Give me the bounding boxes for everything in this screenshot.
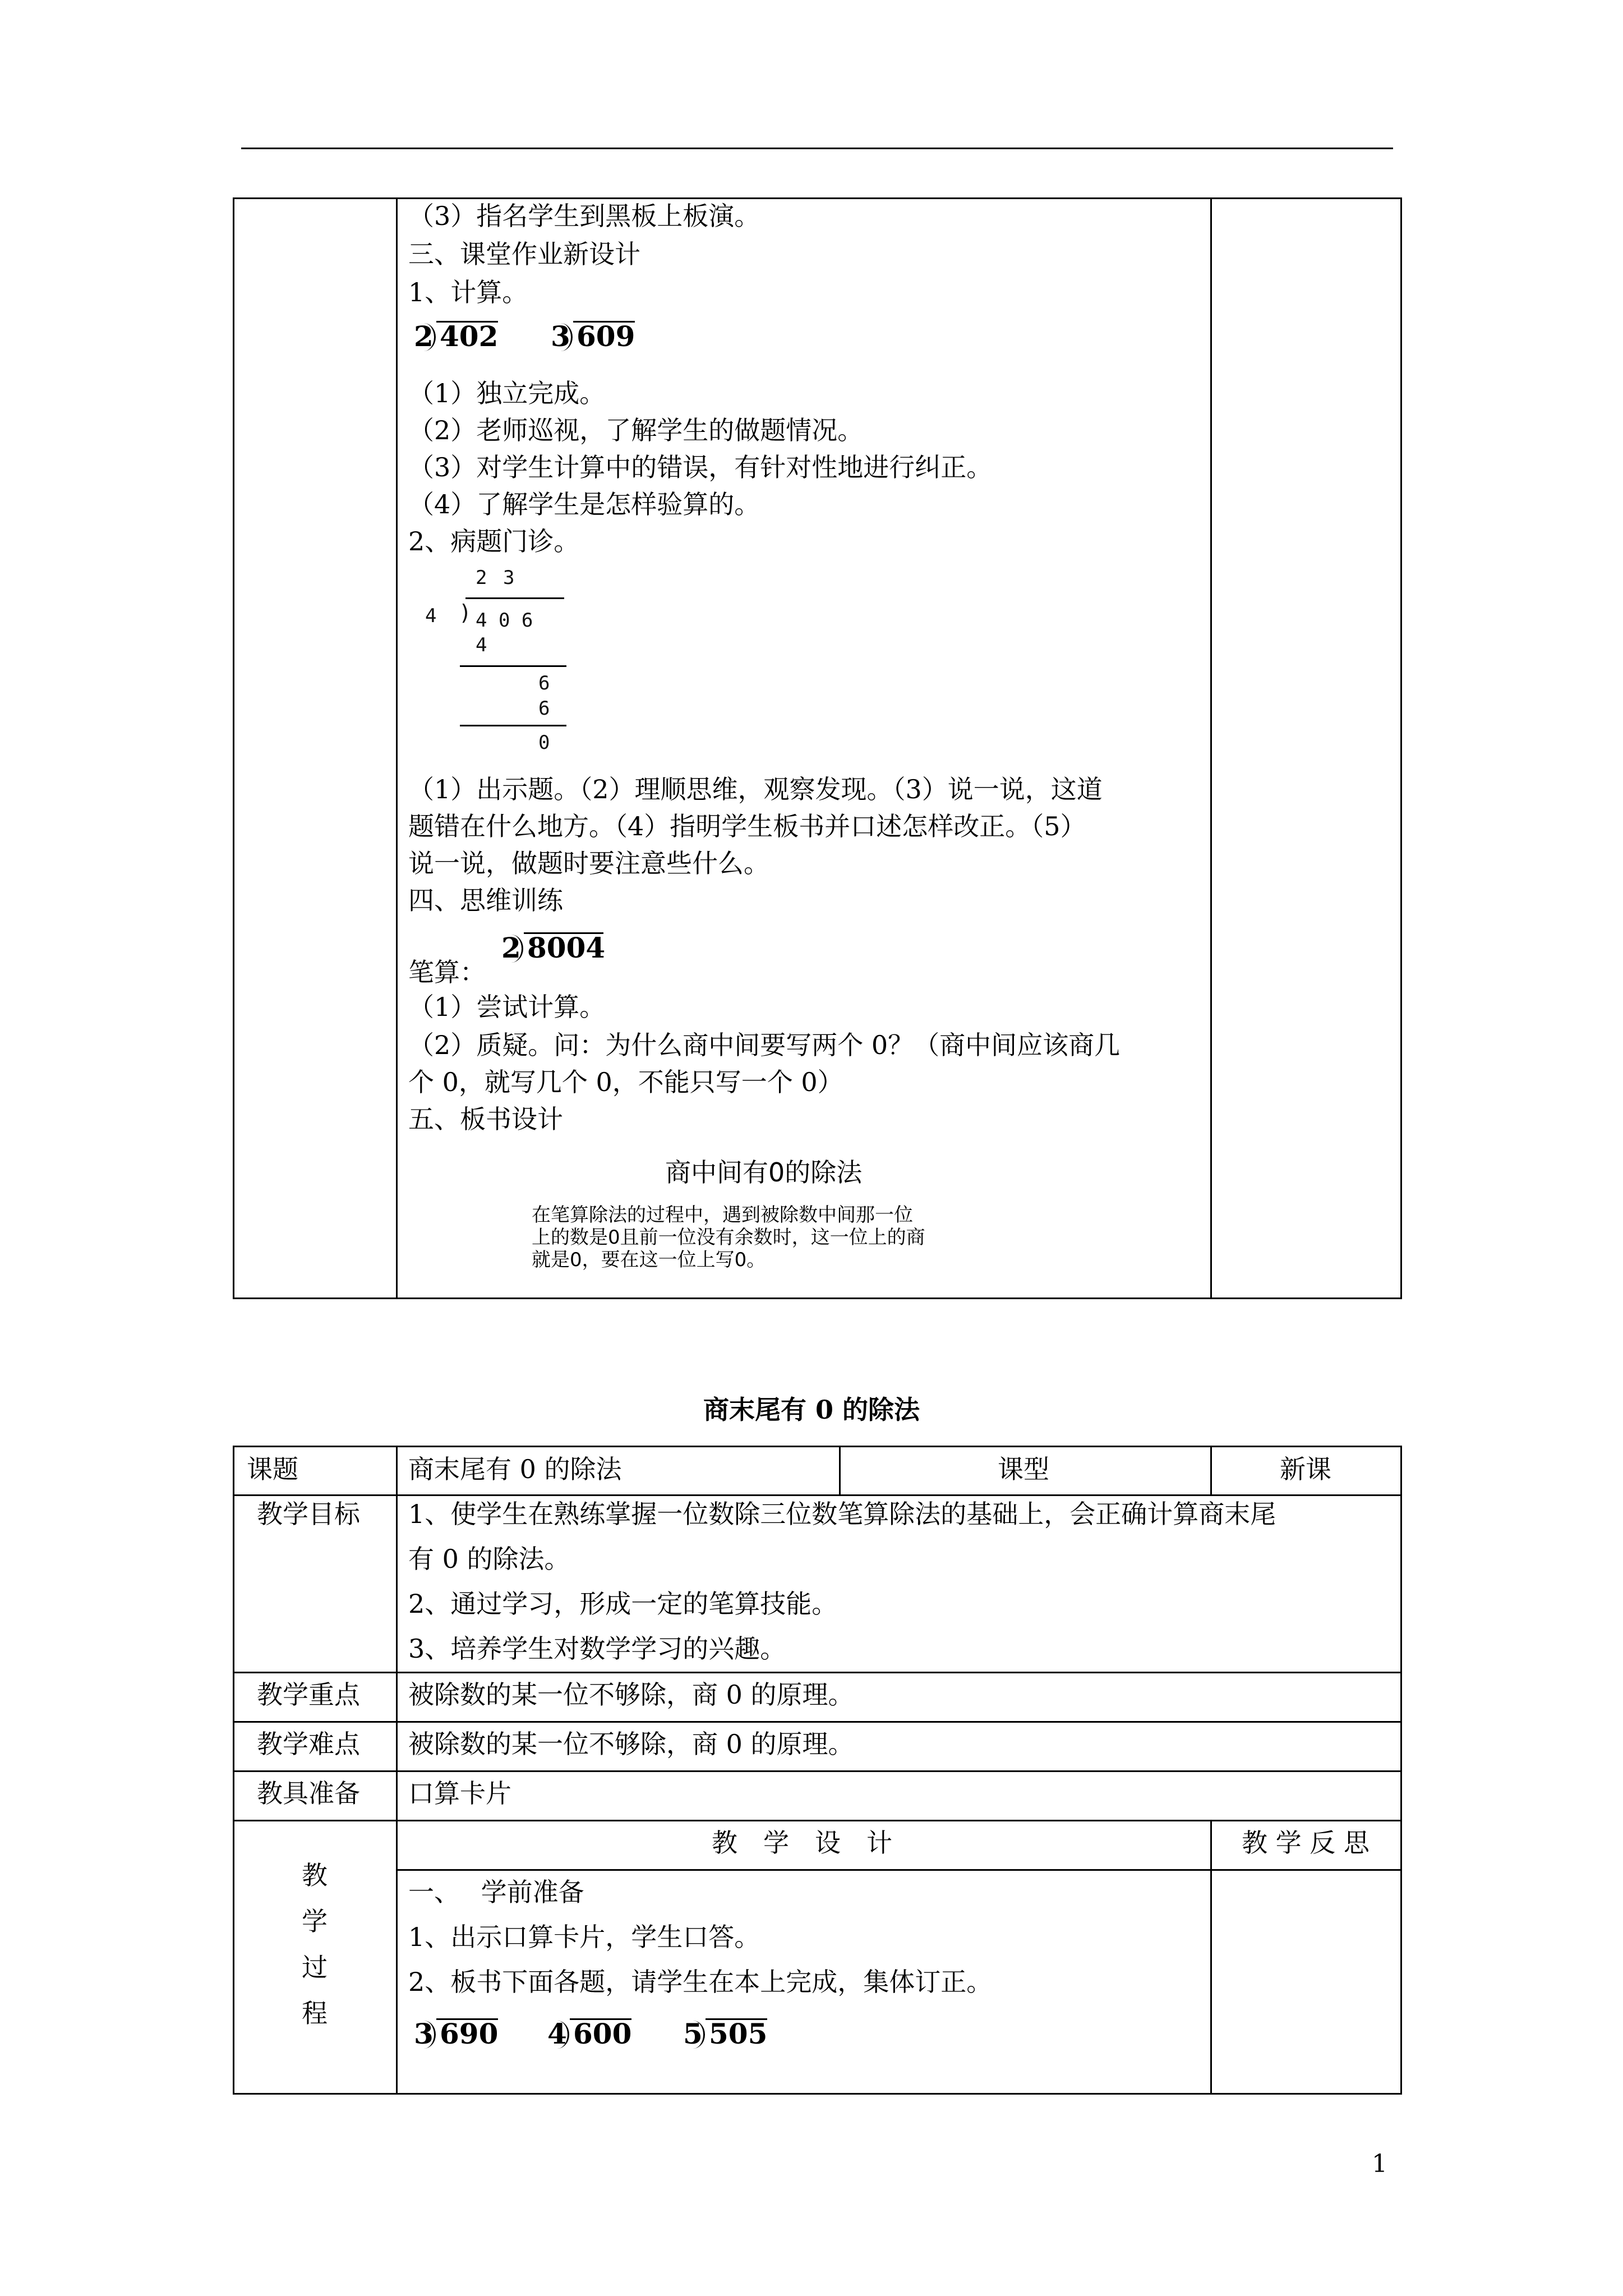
label-process-char: 程: [302, 1998, 328, 2028]
dividend: 4 0 6: [476, 609, 533, 632]
row-divider: [234, 1820, 1400, 1821]
text-line: 说一说，做题时要注意些什么。: [408, 848, 769, 878]
page-number: 1: [1372, 2150, 1387, 2178]
divisor: 3: [414, 2017, 434, 2050]
row-divider: [396, 1869, 1400, 1871]
text-line: 题错在什么地方。（4）指明学生板书并口述怎样改正。（5）: [408, 811, 1086, 841]
section-heading: 五、板书设计: [408, 1104, 563, 1134]
divisor: 4: [547, 2017, 567, 2050]
dividend: 609: [577, 320, 635, 353]
step-line: （4）了解学生是怎样验算的。: [408, 489, 760, 519]
goal-line: 3、培养学生对数学学习的兴趣。: [408, 1634, 786, 1664]
label-type: 课型: [998, 1454, 1049, 1484]
difficulty-value: 被除数的某一位不够除，商 0 的原理。: [408, 1729, 854, 1759]
division-bar: [465, 597, 564, 599]
header-design: 教 学 设 计: [712, 1828, 892, 1858]
divisor: 2: [414, 320, 434, 353]
lesson-title: 商末尾有 0 的除法: [703, 1395, 920, 1425]
type-value: 新课: [1280, 1454, 1331, 1484]
board-line: 上的数是0且前一位没有余数时，这一位上的商: [532, 1226, 925, 1249]
step-line: （1）尝试计算。: [408, 992, 606, 1022]
rule: [460, 725, 566, 726]
label-process-char: 过: [302, 1952, 328, 1982]
board-line: 在笔算除法的过程中，遇到被除数中间那一位: [532, 1204, 913, 1226]
column-divider: [1210, 199, 1212, 1297]
label-goals: 教学目标: [257, 1499, 360, 1529]
goal-line: 1、使学生在熟练掌握一位数除三位数笔算除法的基础上，会正确计算商末尾: [408, 1499, 1276, 1529]
step-line: （1）独立完成。: [408, 378, 606, 408]
label-process-char: 教: [302, 1860, 328, 1890]
label-process-char: 学: [302, 1906, 328, 1936]
rule: [460, 665, 566, 667]
section-heading: 四、思维训练: [408, 885, 563, 915]
goal-line: 有 0 的除法。: [408, 1544, 570, 1574]
partial-product: 4: [476, 634, 487, 656]
division-bracket: ): [459, 600, 472, 625]
board-heading: 商中间有0的除法: [665, 1157, 863, 1188]
divisor: 4: [425, 605, 437, 627]
remainder-line: 6: [538, 672, 550, 694]
section-heading: 三、课堂作业新设计: [408, 239, 640, 269]
label-difficulty: 教学难点: [257, 1729, 360, 1759]
header-rule: [241, 148, 1393, 149]
partial-product: 6: [538, 697, 550, 720]
dividend: 505: [709, 2017, 768, 2050]
step-line: （2）老师巡视，了解学生的做题情况。: [408, 415, 864, 445]
board-line: 就是0，要在这一位上写0。: [532, 1249, 766, 1271]
process-heading: 一、 学前准备: [408, 1877, 584, 1907]
text-line: （3）指名学生到黑板上板演。: [408, 201, 760, 231]
materials-value: 口算卡片: [408, 1778, 511, 1809]
dividend: 690: [440, 2017, 499, 2050]
key-point-value: 被除数的某一位不够除，商 0 的原理。: [408, 1680, 854, 1710]
dividend: 600: [573, 2017, 632, 2050]
step-line: 个 0，就写几个 0，不能只写一个 0）: [408, 1067, 843, 1097]
goal-line: 2、通过学习，形成一定的笔算技能。: [408, 1589, 838, 1619]
quotient: 2 3: [476, 567, 517, 589]
step-line: （2）质疑。问：为什么商中间要写两个 0？（商中间应该商几: [408, 1030, 1121, 1060]
text-line: 1、计算。: [408, 277, 528, 307]
section-heading: 2、病题门诊。: [408, 526, 580, 556]
label-topic: 课题: [247, 1454, 298, 1484]
dividend: 8004: [527, 931, 606, 964]
header-reflection: 教 学 反 思: [1242, 1828, 1370, 1858]
column-divider: [396, 199, 398, 1297]
row-divider: [234, 1721, 1400, 1723]
divisor: 2: [501, 931, 521, 964]
text-line: （1）出示题。（2）理顺思维，观察发现。（3）说一说，这道: [408, 774, 1103, 804]
divisor: 3: [551, 320, 570, 353]
dividend: 402: [440, 320, 499, 353]
process-line: 1、出示口算卡片，学生口答。: [408, 1922, 760, 1952]
row-divider: [234, 1770, 1400, 1772]
label-key-point: 教学重点: [257, 1680, 360, 1710]
step-line: （3）对学生计算中的错误，有针对性地进行纠正。: [408, 452, 993, 482]
column-divider: [396, 1447, 398, 2093]
divisor: 5: [683, 2017, 703, 2050]
topic-value: 商末尾有 0 的除法: [408, 1454, 622, 1484]
remainder: 0: [538, 731, 550, 754]
written-calc-label: 笔算：: [408, 957, 486, 987]
row-divider: [234, 1672, 1400, 1673]
process-line: 2、板书下面各题，请学生在本上完成，集体订正。: [408, 1967, 993, 1997]
label-materials: 教具准备: [257, 1778, 360, 1809]
